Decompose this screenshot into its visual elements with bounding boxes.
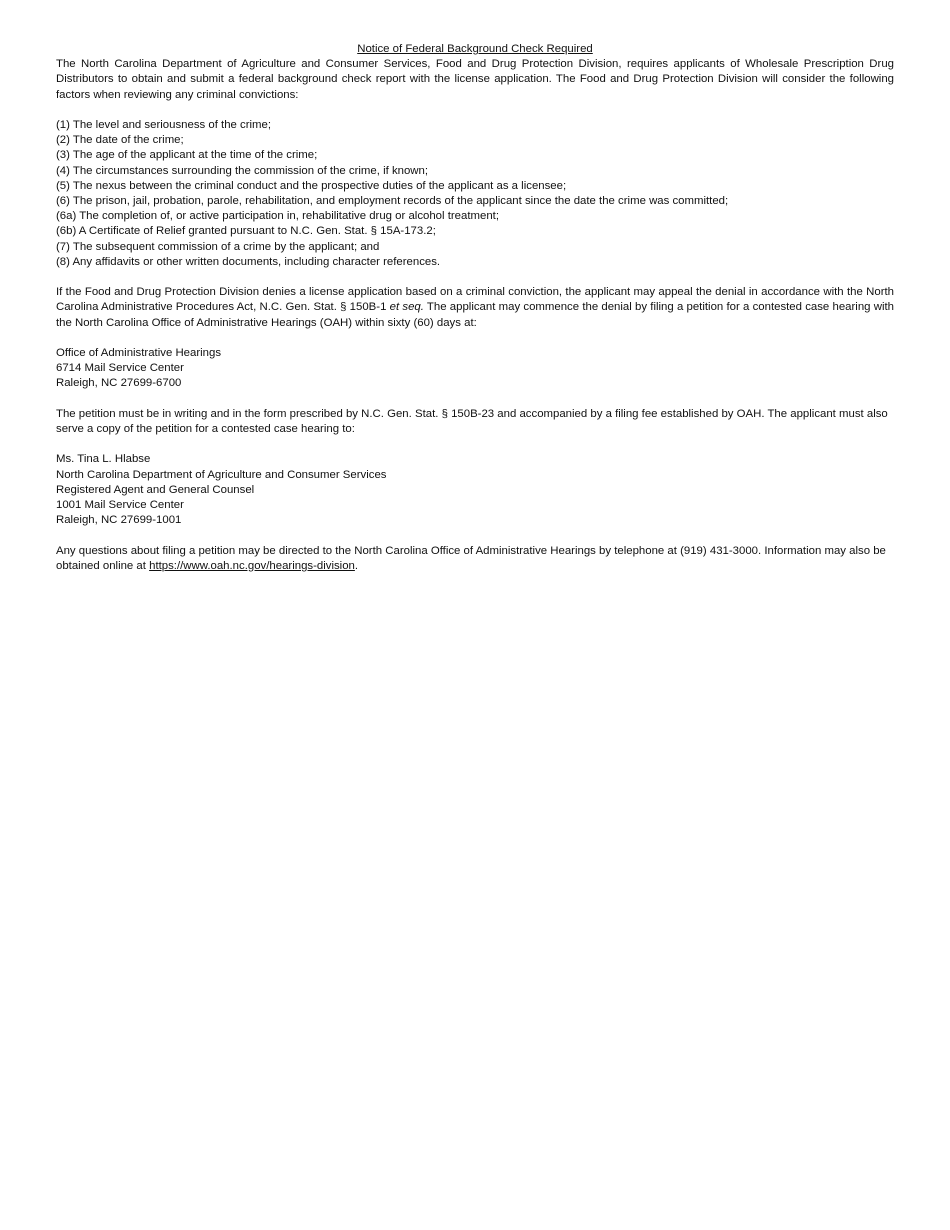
list-item: (6b) A Certificate of Relief granted pursuant to N.C. Gen. Stat. § 15A-173.2; xyxy=(56,225,436,238)
address-line: North Carolina Department of Agriculture and Consumer Services xyxy=(56,468,387,481)
spacer xyxy=(56,331,894,346)
appeal-text-end: The applicant may commence the denial by filing a petition for a contested case hearing with the North Carolina Office of Administrative Hearings (OAH) within sixty (60) days at: xyxy=(56,301,894,329)
list-item: (8) Any affidavits or other written documents, including character references. xyxy=(56,255,441,268)
questions-text-end: . xyxy=(354,559,359,572)
page-title: Notice of Federal Background Check Required xyxy=(357,43,593,55)
address-line: Raleigh, NC 27699-6700 xyxy=(56,377,182,390)
list-item: (2) The date of the crime; xyxy=(56,134,184,147)
list-item: (6) The prison, jail, probation, parole, rehabilitation, and employment records of the applicant since the date the crime was committed; xyxy=(56,195,729,208)
list-item: (3) The age of the applicant at the time of the crime; xyxy=(56,149,318,162)
list-item: (4) The circumstances surrounding the commission of the crime, if known; xyxy=(56,164,429,177)
petition-paragraph: The petition must be in writing and in the form prescribed by N.C. Gen. Stat. § 150B-23 and accompanied by a filing fee established by OAH. The applicant must also serve a copy of the petition for a contested case hearing to: xyxy=(56,407,888,436)
spacer xyxy=(56,437,894,452)
appeal-text-start: If the Food and Drug Protection Division denies a license application based on a criminal conviction, the applicant may appeal the denial in accordance with the North Carolina Administrative Procedures Act, N.C. Gen. Stat. § 150B-1 xyxy=(56,286,894,314)
spacer xyxy=(56,392,894,407)
list-item: (1) The level and seriousness of the crime; xyxy=(56,119,272,131)
intro-paragraph: The North Carolina Department of Agriculture and Consumer Services, Food and Drug Protection Division, requires applicants of Wholesale Prescription Drug Distributors to obtain and submit a federal background check report with the license application. The Food and Drug Protection Division will consider the following factors when reviewing any criminal convictions: xyxy=(56,58,894,101)
list-item: (5) The nexus between the criminal conduct and the prospective duties of the applicant as a licensee; xyxy=(56,179,567,192)
address-line: Registered Agent and General Counsel xyxy=(56,483,255,496)
address-line: Ms. Tina L. Hlabse xyxy=(56,453,151,466)
address-line: 6714 Mail Service Center xyxy=(56,362,184,375)
list-item: (6a) The completion of, or active participation in, rehabilitative drug or alcohol treatment; xyxy=(56,210,499,223)
address-line: 1001 Mail Service Center xyxy=(56,499,184,512)
address-line: Office of Administrative Hearings xyxy=(56,347,222,360)
address-line: Raleigh, NC 27699-1001 xyxy=(56,514,182,527)
spacer xyxy=(56,528,894,543)
spacer xyxy=(56,103,894,118)
list-item: (7) The subsequent commission of a crime by the applicant; and xyxy=(56,240,380,253)
questions-text: Any questions about filing a petition may be directed to the North Carolina Office of Administrative Hearings by telephone at (919) 431-3000. Information may also be obtained online at xyxy=(56,544,886,572)
factors-list xyxy=(56,118,894,270)
document-page xyxy=(56,42,894,574)
agent-address-block xyxy=(56,452,894,528)
appeal-italic-term: et seq. xyxy=(389,301,424,314)
appeal-paragraph xyxy=(56,285,894,331)
oah-hearings-link[interactable]: https://www.oah.nc.gov/hearings-division xyxy=(149,559,355,572)
questions-paragraph xyxy=(56,544,894,574)
spacer xyxy=(56,270,894,285)
oah-address-block xyxy=(56,346,894,392)
